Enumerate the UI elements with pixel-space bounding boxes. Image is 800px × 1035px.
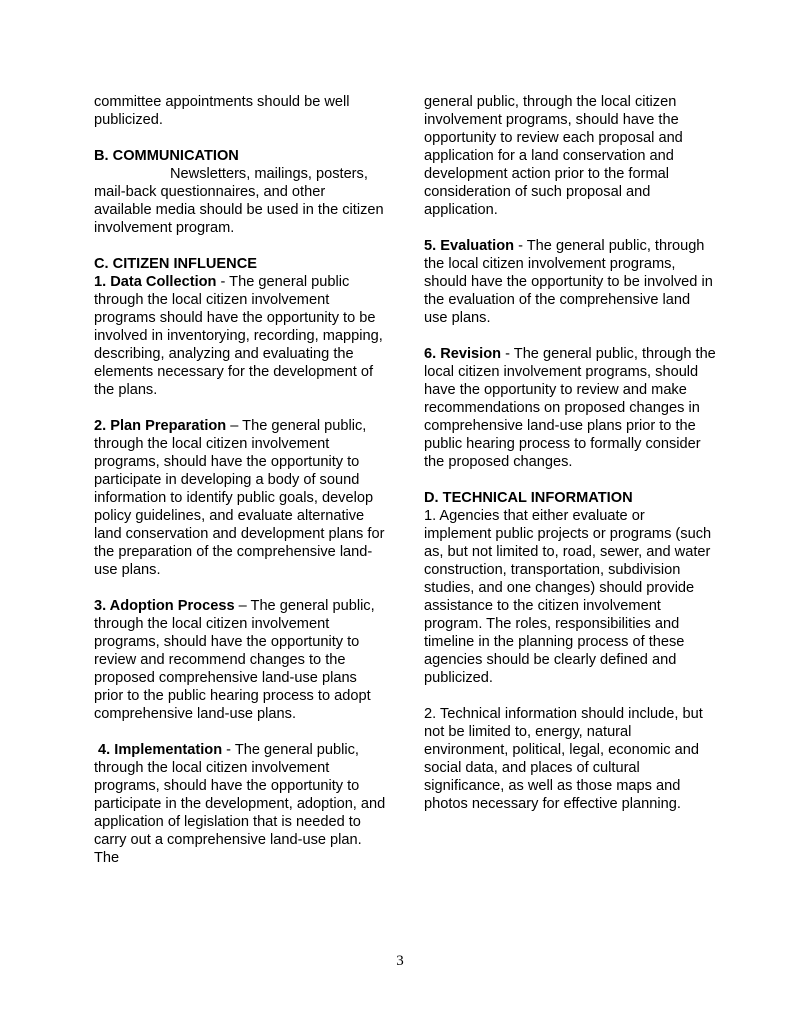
item-text: The general public through the local citizen involvement programs should have the opportunity to be involved in inventorying, recording, mapping, describing, analyzing and evaluating the elements necessary for the development of the plans. xyxy=(94,274,383,398)
item-text: The general public, through the local citizen involvement programs, should have the opportunity to review and make recommendations on proposed changes in comprehensive land-use plans prior to the public hearing process to formally consider the proposed changes. xyxy=(424,346,716,470)
technical-heading: D. TECHNICAL INFORMATION xyxy=(424,490,633,506)
item-plan-preparation: 2. Plan Preparation – The general public, through the local citizen involvement programs, should have the opportunity to participate in developing a body of sound information to identify public goals, develop policy guidelines, and evaluate alternative land conservation and development plans for the preparation of the comprehensive land-use plans. xyxy=(94,418,385,578)
right-column xyxy=(424,93,716,813)
intro-text: committee appointments should be well publicized. xyxy=(94,94,350,128)
communication-section xyxy=(94,147,386,237)
implementation-continuation: general public, through the local citizen involvement programs, should have the opportunity to review each proposal and application for a land conservation and development action prior to the formal consideration of such proposal and application. xyxy=(424,94,683,218)
item-text: The general public, through the local citizen involvement programs, should have the opportunity to be involved in the evaluation of the comprehensive land use plans. xyxy=(424,238,713,326)
item-title: 4. Implementation xyxy=(94,742,223,758)
item-title: 6. Revision xyxy=(424,346,502,362)
communication-heading: B. COMMUNICATION xyxy=(94,148,239,164)
item-title: 3. Adoption Process xyxy=(94,598,235,614)
communication-text: Newsletters, mailings, posters, mail-back questionnaires, and other available media should be used in the citizen involvement program. xyxy=(94,166,384,236)
technical-paragraph-2: 2. Technical information should include, but not be limited to, energy, natural environment, political, legal, economic and social data, and places of cultural significance, as well as those maps and photos necessary for effective planning. xyxy=(424,706,703,812)
left-column xyxy=(94,93,386,867)
item-implementation: 4. Implementation - The general public, through the local citizen involvement programs, should have the opportunity to participate in the development, adoption, and application of legislation that is needed to carry out a comprehensive land-use plan. The xyxy=(94,742,386,866)
technical-paragraph-1: 1. Agencies that either evaluate or implement public projects or programs (such as, but not limited to, road, sewer, and water construction, transportation, subdivision studies, and one changes) should provide assistance to the citizen involvement program. The roles, responsibilities and timeline in the planning process of these agencies should be clearly defined and publicized. xyxy=(424,508,712,686)
citizen-influence-section xyxy=(94,255,386,867)
item-title: 1. Data Collection xyxy=(94,274,217,290)
item-evaluation: 5. Evaluation - The general public, through the local citizen involvement programs, should have the opportunity to be involved in the evaluation of the comprehensive land use plans. xyxy=(424,238,713,326)
citizen-influence-heading: C. CITIZEN INFLUENCE xyxy=(94,256,257,272)
item-text: The general public, through the local citizen involvement programs, should have the opportunity to participate in developing a body of sound information to identify public goals, develop policy guidelines, and evaluate alternative land conservation and development plans for the preparation of the comprehensive land-use plans. xyxy=(94,418,385,578)
page-number: 3 xyxy=(396,953,404,969)
item-text: The general public, through the local citizen involvement programs, should have the opportunity to participate in the development, adoption, and application of legislation that is needed to carry out a comprehensive land-use plan. The xyxy=(94,742,386,866)
item-adoption-process: 3. Adoption Process – The general public, through the local citizen involvement programs, should have the opportunity to review and recommend changes to the proposed comprehensive land-use plans prior to the public hearing process to adopt comprehensive land-use plans. xyxy=(94,598,375,722)
item-text: The general public, through the local citizen involvement programs, should have the opportunity to review and recommend changes to the proposed comprehensive land-use plans prior to the public hearing process to adopt comprehensive land-use plans. xyxy=(94,598,375,722)
technical-section xyxy=(424,489,716,687)
item-title: 2. Plan Preparation xyxy=(94,418,227,434)
item-revision: 6. Revision - The general public, through the local citizen involvement programs, should have the opportunity to review and make recommendations on proposed changes in comprehensive land-use plans prior to the public hearing process to formally consider the proposed changes. xyxy=(424,346,716,470)
item-data-collection: 1. Data Collection - The general public through the local citizen involvement programs should have the opportunity to be involved in inventorying, recording, mapping, describing, analyzing and evaluating the elements necessary for the development of the plans. xyxy=(94,274,383,398)
item-title: 5. Evaluation xyxy=(424,238,515,254)
